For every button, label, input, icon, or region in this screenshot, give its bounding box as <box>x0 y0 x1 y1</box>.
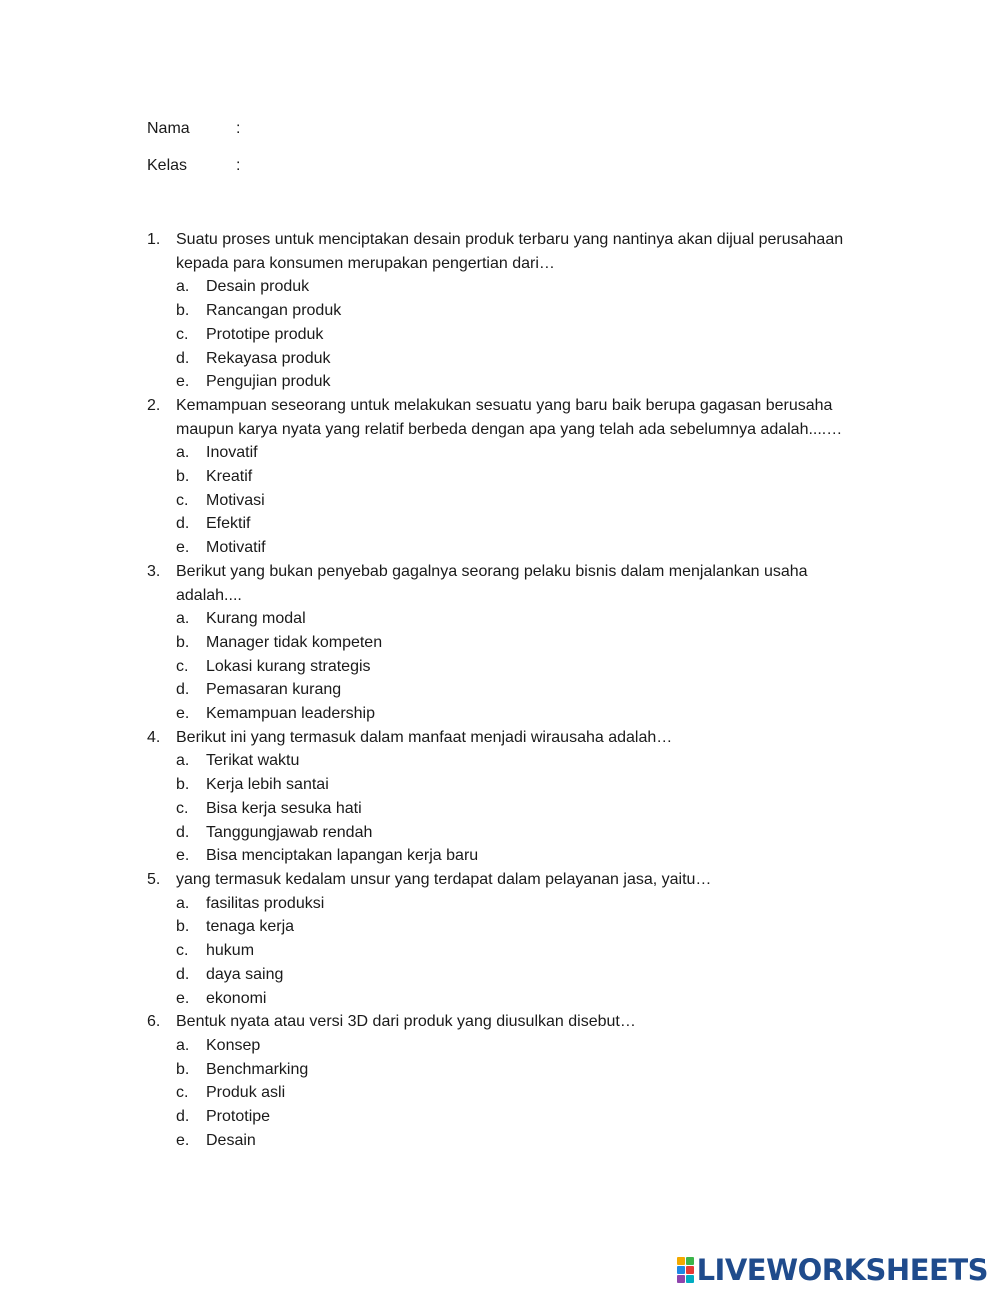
option-letter: e. <box>176 373 190 391</box>
name-field <box>147 118 240 140</box>
question-item <box>147 1010 877 1152</box>
answer-option[interactable] <box>176 821 877 845</box>
option-letter: e. <box>176 539 190 557</box>
answer-option[interactable] <box>176 536 877 560</box>
option-text: ekonomi <box>206 989 267 1007</box>
question-item <box>147 228 877 394</box>
answer-option[interactable] <box>176 1034 877 1058</box>
answer-option[interactable] <box>176 512 877 536</box>
answer-option[interactable] <box>176 347 877 371</box>
option-letter: e. <box>176 1131 190 1149</box>
option-letter: c. <box>176 491 189 509</box>
answer-option[interactable] <box>176 844 877 868</box>
logo-tile <box>677 1257 685 1265</box>
option-letter: d. <box>176 515 190 533</box>
question-text: Suatu proses untuk menciptakan desain produk terbaru yang nantinya akan dijual perusahaan kepada para konsumen merupakan pengertian dari… <box>176 231 844 272</box>
class-field <box>147 155 240 177</box>
option-text: Efektif <box>206 515 251 533</box>
option-letter: c. <box>176 325 189 343</box>
option-letter: d. <box>176 681 190 699</box>
option-text: Bisa kerja sesuka hati <box>206 799 362 817</box>
question-item <box>147 726 877 868</box>
option-text: Prototipe produk <box>206 325 324 343</box>
logo-tile <box>686 1266 694 1274</box>
option-letter: a. <box>176 610 190 628</box>
answer-options <box>176 1034 877 1153</box>
answer-options <box>176 275 877 394</box>
question-number: 2. <box>147 396 161 414</box>
option-text: daya saing <box>206 965 284 983</box>
option-letter: e. <box>176 705 190 723</box>
option-letter: e. <box>176 847 190 865</box>
answer-option[interactable] <box>176 489 877 513</box>
answer-option[interactable] <box>176 749 877 773</box>
answer-option[interactable] <box>176 655 877 679</box>
answer-option[interactable] <box>176 631 877 655</box>
answer-options <box>176 607 877 726</box>
liveworksheets-logo-icon <box>677 1257 694 1283</box>
option-text: Kurang modal <box>206 610 306 628</box>
question-text: Berikut yang bukan penyebab gagalnya seorang pelaku bisnis dalam menjalankan usaha adalah.... <box>176 562 808 604</box>
logo-tile <box>677 1275 685 1283</box>
answer-option[interactable] <box>176 678 877 702</box>
question-text: Kemampuan seseorang untuk melakukan sesuatu yang baru baik berupa gagasan berusaha maupun karya nyata yang relatif berbeda dengan apa yang telah ada sebelumnya adalah....… <box>176 396 843 438</box>
option-letter: c. <box>176 799 189 817</box>
answer-option[interactable] <box>176 465 877 489</box>
option-text: Terikat waktu <box>206 752 300 770</box>
option-text: Inovatif <box>206 444 258 462</box>
question-list <box>147 228 877 1152</box>
logo-tile <box>686 1257 694 1265</box>
answer-option[interactable] <box>176 1058 877 1082</box>
option-letter: d. <box>176 823 190 841</box>
question-number: 6. <box>147 1013 161 1031</box>
option-letter: d. <box>176 1108 190 1126</box>
answer-option[interactable] <box>176 607 877 631</box>
answer-options <box>176 892 877 1011</box>
logo-tile <box>686 1275 694 1283</box>
option-letter: c. <box>176 942 189 960</box>
answer-option[interactable] <box>176 915 877 939</box>
answer-option[interactable] <box>176 1081 877 1105</box>
option-text: Motivatif <box>206 539 266 557</box>
question-text: Bentuk nyata atau versi 3D dari produk yang diusulkan disebut… <box>176 1013 636 1031</box>
answer-option[interactable] <box>176 892 877 916</box>
option-text: Konsep <box>206 1036 261 1054</box>
answer-options <box>176 749 877 868</box>
option-letter: a. <box>176 894 190 912</box>
question-item <box>147 394 877 560</box>
question-text: Berikut ini yang termasuk dalam manfaat menjadi wirausaha adalah… <box>176 728 673 746</box>
class-label: Kelas <box>147 157 188 174</box>
option-text: Bisa menciptakan lapangan kerja baru <box>206 847 479 865</box>
question-number: 3. <box>147 562 161 580</box>
logo-tile <box>677 1266 685 1274</box>
option-letter: b. <box>176 918 190 936</box>
option-text: Produk asli <box>206 1084 286 1102</box>
option-text: Pengujian produk <box>206 373 331 391</box>
liveworksheets-brand <box>677 1253 988 1287</box>
question-text: yang termasuk kedalam unsur yang terdapat dalam pelayanan jasa, yaitu… <box>176 870 712 888</box>
option-letter: b. <box>176 633 190 651</box>
option-text: Rancangan produk <box>206 302 342 320</box>
brand-wordmark: LIVEWORKSHEETS <box>696 1253 988 1287</box>
option-text: Tanggungjawab rendah <box>206 823 373 841</box>
option-text: Lokasi kurang strategis <box>206 657 371 675</box>
answer-option[interactable] <box>176 299 877 323</box>
option-text: Benchmarking <box>206 1060 309 1078</box>
option-text: Pemasaran kurang <box>206 681 342 699</box>
question-number: 1. <box>147 231 161 248</box>
option-text: Desain produk <box>206 278 310 296</box>
answer-option[interactable] <box>176 797 877 821</box>
option-letter: a. <box>176 444 190 462</box>
answer-option[interactable] <box>176 441 877 465</box>
option-letter: a. <box>176 1036 190 1054</box>
question-number: 4. <box>147 728 161 746</box>
answer-option[interactable] <box>176 1105 877 1129</box>
answer-option[interactable] <box>176 275 877 299</box>
option-text: Motivasi <box>206 491 265 509</box>
option-letter: a. <box>176 752 190 770</box>
answer-option[interactable] <box>176 702 877 726</box>
option-letter: b. <box>176 468 190 486</box>
option-text: hukum <box>206 942 255 960</box>
name-label: Nama <box>147 120 190 137</box>
option-letter: b. <box>176 302 190 320</box>
answer-options <box>176 441 877 560</box>
option-text: Prototipe <box>206 1108 271 1126</box>
answer-option[interactable] <box>176 773 877 797</box>
option-letter: a. <box>176 278 190 296</box>
question-item <box>147 868 877 1010</box>
answer-option[interactable] <box>176 939 877 963</box>
option-text: Kemampuan leadership <box>206 705 375 723</box>
name-separator: : <box>236 120 241 137</box>
option-text: Kerja lebih santai <box>206 776 329 794</box>
option-text: Manager tidak kompeten <box>206 633 383 651</box>
option-text: tenaga kerja <box>206 918 295 936</box>
answer-option[interactable] <box>176 1129 877 1153</box>
option-text: Kreatif <box>206 468 253 486</box>
option-letter: b. <box>176 776 190 794</box>
answer-option[interactable] <box>176 370 877 394</box>
option-letter: e. <box>176 989 190 1007</box>
option-letter: c. <box>176 657 189 675</box>
option-letter: d. <box>176 349 190 367</box>
answer-option[interactable] <box>176 323 877 347</box>
option-text: fasilitas produksi <box>206 894 325 912</box>
question-number: 5. <box>147 870 161 888</box>
option-letter: c. <box>176 1084 189 1102</box>
answer-option[interactable] <box>176 987 877 1011</box>
option-letter: b. <box>176 1060 190 1078</box>
option-text: Desain <box>206 1131 256 1149</box>
class-separator: : <box>236 157 241 174</box>
question-item <box>147 560 877 726</box>
option-letter: d. <box>176 965 190 983</box>
answer-option[interactable] <box>176 963 877 987</box>
option-text: Rekayasa produk <box>206 349 331 367</box>
